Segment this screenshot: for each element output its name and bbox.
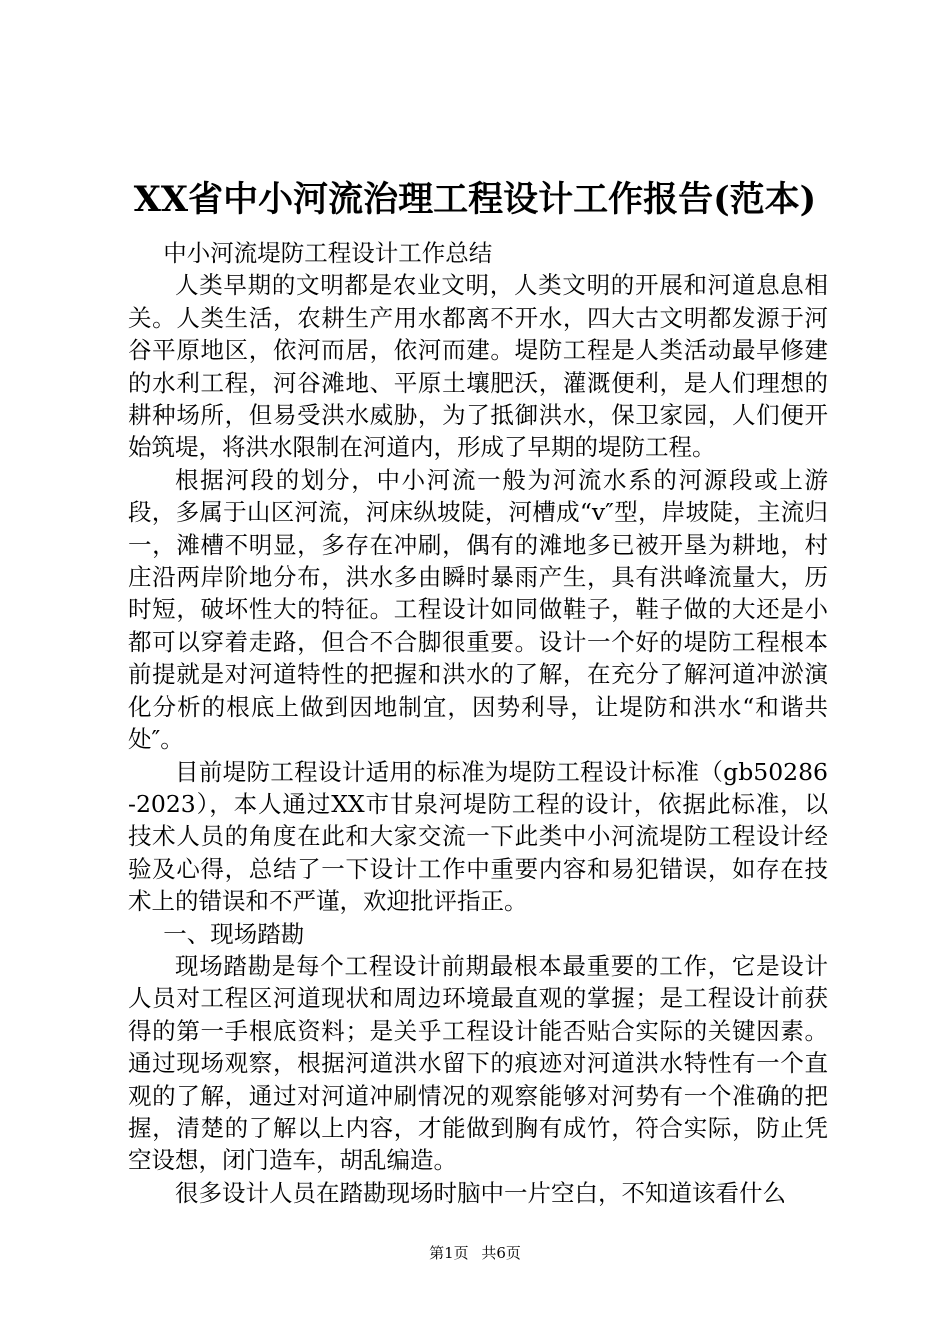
document-body <box>128 237 828 1209</box>
page-footer <box>0 1243 950 1263</box>
document-title: XX省中小河流治理工程设计工作报告(范本) <box>133 179 817 220</box>
page-number-current: 第1页 <box>429 1244 469 1262</box>
paragraph-site-survey: 现场踏勘是每个工程设计前期最根本最重要的工作，它是设计人员对工程区河道现状和周边环境最直观的掌握；是工程设计前获得的第一手根底资料；是关乎工程设计能否贴合实际的关键因素。通过现场观察，根据河道洪水留下的痕迹对河道洪水特性有一个直观的了解，通过对河道冲刷情况的观察能够对河势有一个准确的把握，清楚的了解以上内容，才能做到胸有成竹，符合实际，防止凭空设想，闭门造车，胡乱编造。 <box>128 951 828 1175</box>
paragraph-river-segments: 根据河段的划分，中小河流一般为河流水系的河源段或上游段，多属于山区河流，河床纵坡陡，河槽成“v″型，岸坡陡，主流归一，滩槽不明显，多存在冲刷，偶有的滩地多已被开垦为耕地，村庄沿两岸阶地分布，洪水多由瞬时暴雨产生，具有洪峰流量大，历时短，破坏性大的特征。工程设计如同做鞋子，鞋子做的大还是小都可以穿着走路，但合不合脚很重要。设计一个好的堤防工程根本前提就是对河道特性的把握和洪水的了解，在充分了解河道冲淤演化分析的根底上做到因地制宜，因势利导，让堤防和洪水“和谐共处″。 <box>128 465 828 754</box>
paragraph-intro: 人类早期的文明都是农业文明，人类文明的开展和河道息息相关。人类生活，农耕生产用水都离不开水，四大古文明都发源于河谷平原地区，依河而居，依河而建。堤防工程是人类活动最早修建的水利工程，河谷滩地、平原土壤肥沃，灌溉便利，是人们理想的耕种场所，但易受洪水威胁，为了抵御洪水，保卫家园，人们便开始筑堤，将洪水限制在河道内，形成了早期的堤防工程。 <box>128 271 828 462</box>
document-subtitle: 中小河流堤防工程设计工作总结 <box>163 239 493 267</box>
section-heading-site-survey: 一、现场踏勘 <box>163 919 305 948</box>
page-number-total: 共6页 <box>481 1244 521 1262</box>
paragraph-design-standard: 目前堤防工程设计适用的标准为堤防工程设计标准（gb50286-2023），本人通过XX市甘泉河堤防工程的设计，依据此标准，以技术人员的角度在此和大家交流一下此类中小河流堤防工程设计经验及心得，总结了一下设计工作中重要内容和易犯错误，如存在技术上的错误和不严谨，欢迎批评指正。 <box>128 757 828 916</box>
paragraph-site-survey-continued: 很多设计人员在踏勘现场时脑中一片空白，不知道该看什么 <box>175 1178 786 1207</box>
